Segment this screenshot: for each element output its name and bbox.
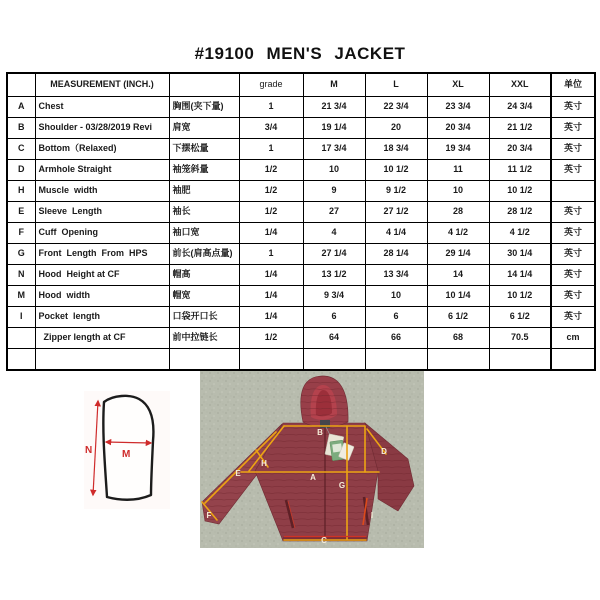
- cell-unit: 英寸: [551, 265, 595, 286]
- cell-unit: 英寸: [551, 160, 595, 181]
- cell-xxl: 11 1/2: [489, 160, 551, 181]
- cell-chinese: 前中拉链长: [169, 328, 239, 349]
- cell-xxl: 28 1/2: [489, 202, 551, 223]
- table-row: [7, 139, 595, 160]
- cell-l: 13 3/4: [365, 265, 427, 286]
- spec-table-body: [7, 97, 595, 371]
- cell-m: 64: [303, 328, 365, 349]
- letter-C: C: [321, 536, 327, 545]
- cell-xl: 10 1/4: [427, 286, 489, 307]
- table-row: [7, 286, 595, 307]
- cell-chinese: 帽宽: [169, 286, 239, 307]
- cell-xxl: 30 1/4: [489, 244, 551, 265]
- cell-xxl: 6 1/2: [489, 307, 551, 328]
- cell-m: 9: [303, 181, 365, 202]
- cell-m: [303, 349, 365, 371]
- cell-xxl: 4 1/2: [489, 223, 551, 244]
- cell-grade: 1/2: [239, 160, 303, 181]
- cell-xl: 68: [427, 328, 489, 349]
- table-row: [7, 202, 595, 223]
- table-row: [7, 307, 595, 328]
- cell-xxl: 10 1/2: [489, 181, 551, 202]
- cell-l: 27 1/2: [365, 202, 427, 223]
- cell-m: 19 1/4: [303, 118, 365, 139]
- letter-F: F: [206, 511, 212, 520]
- cell-xxl: 10 1/2: [489, 286, 551, 307]
- hood-diagram: [84, 391, 170, 509]
- header-chinese: [169, 73, 239, 97]
- cell-m: 27 1/4: [303, 244, 365, 265]
- cell-grade: 1: [239, 97, 303, 118]
- cell-unit: 英寸: [551, 223, 595, 244]
- cell-xl: [427, 349, 489, 371]
- cell-letter: [7, 349, 35, 371]
- cell-letter: B: [7, 118, 35, 139]
- table-row: [7, 181, 595, 202]
- cell-unit: 英寸: [551, 139, 595, 160]
- header-grade: grade: [239, 73, 303, 97]
- cell-l: 28 1/4: [365, 244, 427, 265]
- cell-name: Sleeve Length: [35, 202, 169, 223]
- cell-name: Hood Height at CF: [35, 265, 169, 286]
- header-size-l: L: [365, 73, 427, 97]
- cell-m: 13 1/2: [303, 265, 365, 286]
- letter-I: I: [370, 511, 374, 520]
- cell-letter: N: [7, 265, 35, 286]
- cell-letter: H: [7, 181, 35, 202]
- cell-m: 4: [303, 223, 365, 244]
- cell-xl: 19 3/4: [427, 139, 489, 160]
- cell-xl: 20 3/4: [427, 118, 489, 139]
- cell-xl: 29 1/4: [427, 244, 489, 265]
- cell-unit: 英寸: [551, 97, 595, 118]
- cell-name: Armhole Straight: [35, 160, 169, 181]
- cell-m: 10: [303, 160, 365, 181]
- cell-name: Zipper length at CF: [35, 328, 169, 349]
- cell-xl: 23 3/4: [427, 97, 489, 118]
- cell-l: 6: [365, 307, 427, 328]
- cell-l: 4 1/4: [365, 223, 427, 244]
- cell-unit: 英寸: [551, 118, 595, 139]
- table-row: [7, 160, 595, 181]
- measurement-table: [6, 72, 596, 371]
- letter-A: A: [310, 473, 316, 482]
- cell-m: 9 3/4: [303, 286, 365, 307]
- cell-m: 17 3/4: [303, 139, 365, 160]
- cell-xl: 11: [427, 160, 489, 181]
- header-unit: 单位: [551, 73, 595, 97]
- cell-xl: 10: [427, 181, 489, 202]
- cell-xxl: 14 1/4: [489, 265, 551, 286]
- cell-xl: 4 1/2: [427, 223, 489, 244]
- cell-chinese: 袖肥: [169, 181, 239, 202]
- cell-letter: A: [7, 97, 35, 118]
- cell-m: 27: [303, 202, 365, 223]
- cell-name: Cuff Opening: [35, 223, 169, 244]
- cell-name: Hood width: [35, 286, 169, 307]
- cell-chinese: 袖笼斜量: [169, 160, 239, 181]
- cell-grade: 3/4: [239, 118, 303, 139]
- cell-letter: M: [7, 286, 35, 307]
- cell-xxl: 20 3/4: [489, 139, 551, 160]
- cell-l: 9 1/2: [365, 181, 427, 202]
- cell-chinese: 肩宽: [169, 118, 239, 139]
- cell-xl: 28: [427, 202, 489, 223]
- letter-G: G: [338, 481, 346, 490]
- cell-letter: G: [7, 244, 35, 265]
- cell-chinese: 前长(肩高点量): [169, 244, 239, 265]
- cell-m: 21 3/4: [303, 97, 365, 118]
- cell-unit: [551, 181, 595, 202]
- cell-xxl: 70.5: [489, 328, 551, 349]
- table-row: [7, 97, 595, 118]
- header-letter: [7, 73, 35, 97]
- table-row: [7, 244, 595, 265]
- cell-letter: I: [7, 307, 35, 328]
- cell-chinese: 胸围(夹下量): [169, 97, 239, 118]
- cell-l: 18 3/4: [365, 139, 427, 160]
- cell-letter: D: [7, 160, 35, 181]
- hood-width-label: M: [122, 449, 131, 460]
- table-row: [7, 223, 595, 244]
- cell-letter: E: [7, 202, 35, 223]
- cell-xl: 6 1/2: [427, 307, 489, 328]
- cell-l: 10: [365, 286, 427, 307]
- cell-name: [35, 349, 169, 371]
- cell-grade: 1/4: [239, 265, 303, 286]
- letter-H: H: [261, 459, 267, 468]
- page-title: #19100 MEN'S JACKET: [194, 44, 406, 63]
- cell-l: 10 1/2: [365, 160, 427, 181]
- cell-name: Bottom（Relaxed): [35, 139, 169, 160]
- table-row: [7, 265, 595, 286]
- cell-letter: F: [7, 223, 35, 244]
- header-size-xl: XL: [427, 73, 489, 97]
- header-size-xxl: XXL: [489, 73, 551, 97]
- cell-unit: 英寸: [551, 202, 595, 223]
- cell-unit: 英寸: [551, 244, 595, 265]
- cell-grade: 1/4: [239, 286, 303, 307]
- cell-l: 66: [365, 328, 427, 349]
- cell-grade: 1/4: [239, 223, 303, 244]
- cell-l: 20: [365, 118, 427, 139]
- cell-grade: 1/2: [239, 202, 303, 223]
- hood-outline: [103, 396, 153, 500]
- cell-grade: 1/4: [239, 307, 303, 328]
- cell-grade: 1/2: [239, 181, 303, 202]
- cell-unit: 英寸: [551, 286, 595, 307]
- cell-chinese: 袖口宽: [169, 223, 239, 244]
- cell-chinese: [169, 349, 239, 371]
- letter-D: D: [381, 447, 387, 456]
- cell-l: [365, 349, 427, 371]
- cell-chinese: 袖长: [169, 202, 239, 223]
- cell-grade: [239, 349, 303, 371]
- letter-B: B: [317, 428, 323, 437]
- cell-xxl: 21 1/2: [489, 118, 551, 139]
- cell-unit: cm: [551, 328, 595, 349]
- cell-unit: 英寸: [551, 307, 595, 328]
- cell-name: Front Length From HPS: [35, 244, 169, 265]
- cell-chinese: 下摆松量: [169, 139, 239, 160]
- cell-grade: 1: [239, 139, 303, 160]
- table-row: [7, 328, 595, 349]
- cell-xxl: [489, 349, 551, 371]
- cell-xxl: 24 3/4: [489, 97, 551, 118]
- cell-grade: 1/2: [239, 328, 303, 349]
- cell-l: 22 3/4: [365, 97, 427, 118]
- cell-name: Pocket length: [35, 307, 169, 328]
- cell-grade: 1: [239, 244, 303, 265]
- cell-name: Shoulder - 03/28/2019 Revi: [35, 118, 169, 139]
- cell-chinese: 口袋开口长: [169, 307, 239, 328]
- cell-m: 6: [303, 307, 365, 328]
- cell-letter: [7, 328, 35, 349]
- cell-xl: 14: [427, 265, 489, 286]
- hood-height-label: N: [85, 445, 93, 456]
- jacket-photo: [200, 371, 424, 548]
- cell-unit: [551, 349, 595, 371]
- header-size-m: M: [303, 73, 365, 97]
- cell-letter: C: [7, 139, 35, 160]
- header-measurement: MEASUREMENT (INCH.): [35, 73, 169, 97]
- table-row: [7, 118, 595, 139]
- table-row: [7, 349, 595, 371]
- cell-chinese: 帽高: [169, 265, 239, 286]
- cell-name: Muscle width: [35, 181, 169, 202]
- cell-name: Chest: [35, 97, 169, 118]
- table-header-row: [7, 73, 595, 97]
- letter-E: E: [235, 469, 241, 478]
